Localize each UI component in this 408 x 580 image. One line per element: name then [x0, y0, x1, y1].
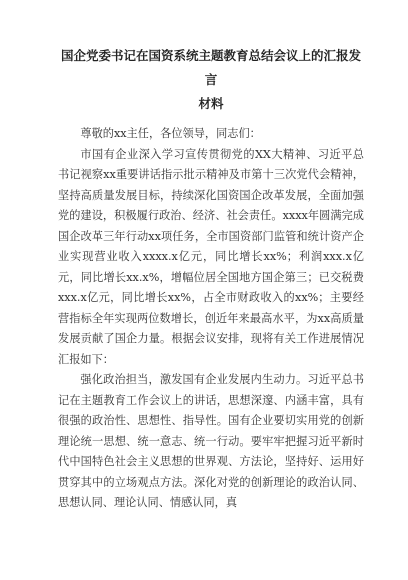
title-line-2: 材料 — [198, 96, 224, 111]
paragraph-political: 强化政治担当，激发国有企业发展内生动力。习近平总书记在主题教育工作会议上的讲话，思想深邃、内涵丰富，具有很强的政治性、思想性、指导性。国有企业要切实用党的创新理论统一思想、统一意志、统一行动。要牢牢把握习近平新时代中国特色社会主义思想的世界观、方法论，坚持好、运用好贯穿其中的立场观点方法。深化对党的创新理论的政治认同、思想认同、理论认同、情感认同，真 — [58, 373, 364, 509]
document-title — [58, 44, 364, 116]
paragraph-intro: 市国有企业深入学习宣传贯彻党的XX大精神、习近平总书记视察xx重要讲话指示批示精神及市第十三次党代会精神，坚持高质量发展目标，持续深化国资国企改革发展，全面加强党的建设，积极履行政治、经济、社会责任。xxxx年圆满完成国企改革三年行动xx项任务，全市国资部门监管和统计资产企业实现营业收入xxxx.x亿元，同比增长xx%；利润xxx.x亿元，同比增长xx.x%，增幅位居全国地方国企第三；已交税费xxx.x亿元，同比增长xx%，占全市财政收入的xx%；主要经营指标全年实现两位数增长，创近年来最高水平，为xx高质量发展贡献了国企力量。根据会议安排，现将有关工作进展情况汇报如下： — [58, 147, 364, 366]
salutation: 尊敬的xx主任，各位领导，同志们： — [80, 127, 261, 140]
title-line-1: 国企党委书记在国资系统主题教育总结会议上的汇报发言 — [60, 48, 361, 87]
